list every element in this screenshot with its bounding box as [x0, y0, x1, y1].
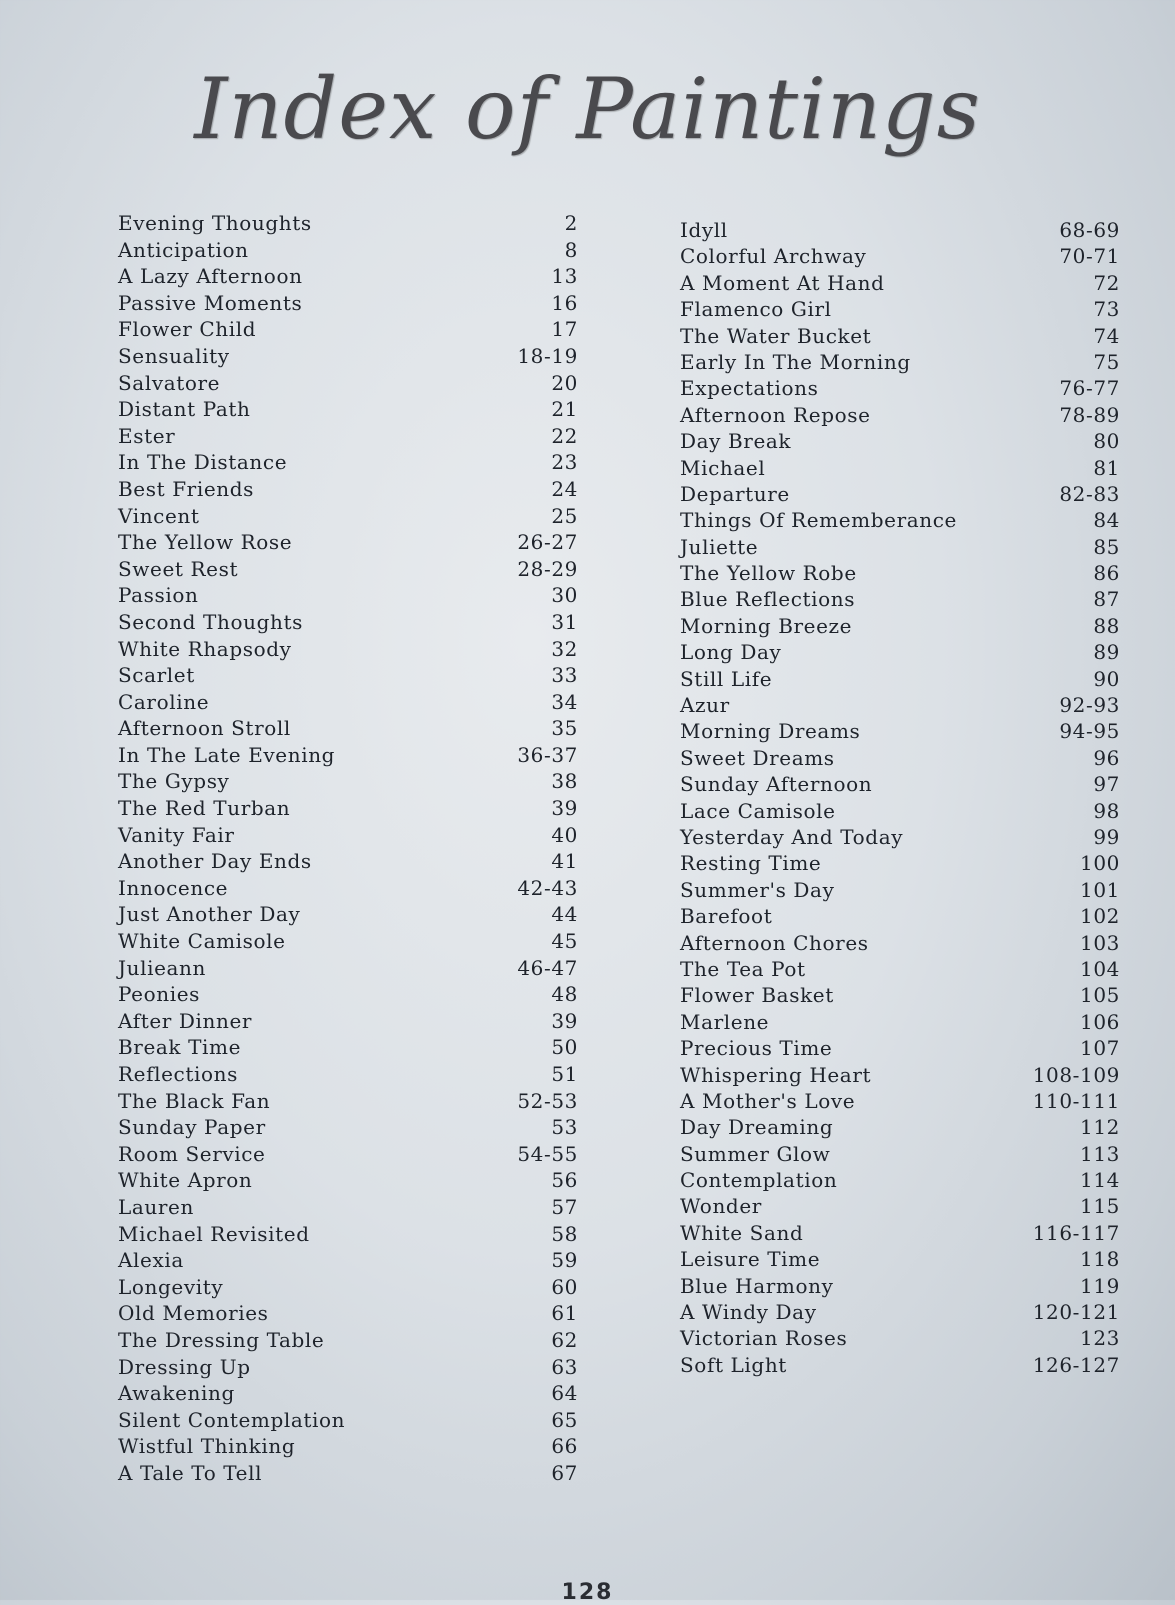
painting-title: Soft Light [680, 1352, 787, 1377]
index-entry [680, 1062, 1120, 1088]
index-entry [680, 560, 1120, 586]
painting-title: The Dressing Table [118, 1327, 325, 1352]
painting-title: A Lazy Afternoon [118, 264, 303, 289]
page-reference: 80 [1093, 429, 1120, 454]
page-reference: 33 [551, 663, 578, 688]
painting-title: The Black Fan [118, 1088, 271, 1113]
index-entry [680, 613, 1120, 639]
page-reference: 17 [551, 317, 578, 342]
page-reference: 30 [551, 583, 578, 608]
painting-title: The Yellow Rose [118, 530, 293, 555]
painting-title: The Gypsy [118, 769, 230, 794]
painting-title: Azur [680, 693, 730, 718]
painting-title: Room Service [118, 1141, 266, 1166]
index-entry [118, 1460, 578, 1487]
index-entry [680, 402, 1120, 428]
painting-title: Reflections [118, 1062, 238, 1086]
index-entry [680, 1009, 1120, 1035]
index-entry [118, 689, 578, 716]
index-entry [680, 639, 1120, 665]
painting-title: Colorful Archway [680, 244, 867, 269]
page-reference: 76-77 [1059, 376, 1120, 401]
painting-title: Day Break [680, 429, 792, 454]
index-entry [680, 930, 1120, 956]
page-reference: 24 [551, 476, 578, 501]
page-reference: 101 [1080, 877, 1120, 902]
painting-title: Wistful Thinking [118, 1434, 296, 1459]
page-reference: 21 [551, 397, 578, 422]
painting-title: Lauren [118, 1194, 194, 1219]
index-entry [680, 798, 1120, 824]
painting-title: A Tale To Tell [118, 1460, 263, 1485]
painting-title: Leisure Time [680, 1247, 821, 1272]
page-reference: 106 [1080, 1009, 1120, 1034]
page-reference: 103 [1080, 930, 1120, 955]
page-reference: 61 [551, 1301, 578, 1326]
painting-title: Flower Child [118, 317, 257, 342]
painting-title: Contemplation [680, 1168, 838, 1193]
page-reference: 48 [551, 982, 578, 1007]
index-entry [118, 768, 578, 795]
page-reference: 54-55 [517, 1141, 578, 1166]
index-entry [118, 529, 578, 556]
page-reference: 118 [1080, 1247, 1120, 1272]
painting-title: Vanity Fair [118, 822, 235, 847]
index-entry [118, 1167, 578, 1194]
index-entry [118, 449, 578, 476]
painting-title: Sweet Dreams [680, 745, 835, 770]
painting-title: Innocence [118, 875, 229, 900]
page-reference: 94-95 [1059, 719, 1120, 744]
index-entry [680, 428, 1120, 454]
page-reference: 51 [551, 1062, 578, 1086]
page-reference: 96 [1093, 745, 1120, 770]
painting-title: A Windy Day [680, 1300, 817, 1325]
painting-title: Departure [680, 481, 790, 506]
page-reference: 92-93 [1059, 693, 1120, 718]
painting-title: Lace Camisole [680, 798, 836, 823]
index-entry [118, 822, 578, 849]
page-reference: 123 [1080, 1326, 1120, 1351]
page-reference: 13 [551, 264, 578, 289]
page-reference: 16 [551, 290, 578, 315]
index-entry [680, 745, 1120, 771]
page-reference: 53 [551, 1115, 578, 1140]
painting-title: Resting Time [680, 851, 822, 876]
page-reference: 36-37 [517, 742, 578, 767]
index-entry [118, 848, 578, 875]
page-reference: 28-29 [517, 556, 578, 581]
index-entry [118, 1034, 578, 1061]
page-reference: 67 [551, 1460, 578, 1485]
index-entry [118, 715, 578, 742]
page-reference: 40 [551, 822, 578, 847]
painting-title: Another Day Ends [118, 849, 312, 874]
page-reference: 34 [551, 689, 578, 714]
index-entry [680, 982, 1120, 1008]
painting-title: Still Life [680, 666, 773, 691]
page-reference: 113 [1080, 1141, 1120, 1166]
index-entry [118, 609, 578, 636]
index-entry [118, 1327, 578, 1354]
page-reference: 26-27 [517, 530, 578, 555]
index-entry [118, 290, 578, 317]
painting-title: The Tea Pot [680, 956, 806, 981]
page-reference: 25 [551, 503, 578, 528]
index-entry [118, 1221, 578, 1248]
page-reference: 73 [1093, 297, 1120, 322]
index-entry [118, 1061, 578, 1088]
painting-title: Morning Dreams [680, 719, 861, 744]
index-entry [680, 270, 1120, 296]
painting-title: Afternoon Repose [680, 402, 871, 427]
page-reference: 52-53 [517, 1088, 578, 1113]
page-reference: 82-83 [1059, 481, 1120, 506]
index-entry [118, 1088, 578, 1115]
index-entry [118, 503, 578, 530]
painting-title: Early In The Morning [680, 349, 911, 374]
painting-title: Break Time [118, 1035, 242, 1060]
page-reference: 97 [1093, 772, 1120, 797]
painting-title: Dressing Up [118, 1354, 251, 1379]
index-entry [680, 718, 1120, 744]
painting-title: Awakening [118, 1381, 235, 1406]
painting-title: Vincent [118, 503, 200, 528]
painting-title: Things Of Rememberance [680, 508, 957, 533]
page-reference: 120-121 [1032, 1300, 1120, 1325]
painting-title: Victorian Roses [680, 1326, 848, 1351]
painting-title: Julieann [118, 955, 207, 980]
page-reference: 57 [551, 1194, 578, 1219]
page-reference: 35 [551, 716, 578, 741]
painting-title: White Apron [118, 1168, 253, 1193]
page-reference: 85 [1093, 534, 1120, 559]
page-reference: 20 [551, 370, 578, 395]
painting-title: Summer's Day [680, 877, 835, 902]
page-reference: 81 [1093, 455, 1120, 480]
index-entry [118, 263, 578, 290]
painting-title: A Moment At Hand [680, 270, 885, 295]
painting-title: A Mother's Love [680, 1088, 856, 1113]
page-number: 128 [561, 1580, 614, 1605]
page-reference: 115 [1080, 1194, 1120, 1219]
painting-title: Afternoon Stroll [118, 716, 291, 741]
page-reference: 100 [1080, 851, 1120, 876]
painting-title: Long Day [680, 640, 782, 665]
index-entry [680, 1325, 1120, 1351]
index-entry [680, 666, 1120, 692]
painting-title: Old Memories [118, 1301, 269, 1326]
page-reference: 2 [564, 211, 578, 235]
page-reference: 84 [1093, 508, 1120, 533]
page-reference: 50 [551, 1035, 578, 1060]
painting-title: Caroline [118, 689, 210, 714]
index-entry [680, 1299, 1120, 1325]
page-reference: 42-43 [517, 875, 578, 900]
painting-title: Barefoot [680, 904, 773, 929]
painting-title: Anticipation [118, 237, 249, 262]
page-reference: 59 [551, 1248, 578, 1273]
page-reference: 126-127 [1032, 1352, 1120, 1377]
page-reference: 89 [1093, 640, 1120, 665]
index-entry [118, 1300, 578, 1327]
index-entry [118, 1114, 578, 1141]
painting-title: Precious Time [680, 1036, 833, 1061]
index-entry [118, 1433, 578, 1460]
index-entry [680, 243, 1120, 269]
page-reference: 104 [1080, 956, 1120, 981]
painting-title: The Red Turban [118, 796, 291, 821]
painting-title: Michael [680, 455, 766, 480]
index-entry [680, 1141, 1120, 1167]
page-reference: 22 [551, 423, 578, 448]
painting-title: White Rhapsody [118, 636, 292, 661]
page-reference: 60 [551, 1274, 578, 1299]
index-entry [118, 210, 578, 237]
index-entry [680, 1193, 1120, 1219]
painting-title: Marlene [680, 1009, 770, 1034]
page-reference: 65 [551, 1407, 578, 1432]
index-entry [118, 370, 578, 397]
index-entry [680, 1273, 1120, 1299]
index-entry [680, 586, 1120, 612]
page-reference: 78-89 [1059, 402, 1120, 427]
index-entry [680, 877, 1120, 903]
index-entry [680, 1114, 1120, 1140]
painting-title: Day Dreaming [680, 1115, 834, 1140]
index-entry [118, 981, 578, 1008]
index-entry [118, 742, 578, 769]
index-entry [118, 476, 578, 503]
index-entry [680, 534, 1120, 560]
index-entry [118, 901, 578, 928]
painting-title: After Dinner [118, 1008, 253, 1033]
index-entry [680, 1035, 1120, 1061]
painting-title: Afternoon Chores [680, 930, 869, 955]
page-reference: 31 [551, 609, 578, 634]
painting-title: Sunday Paper [118, 1115, 266, 1140]
index-column-right [680, 217, 1120, 1378]
painting-title: Evening Thoughts [118, 211, 312, 235]
page-reference: 112 [1080, 1115, 1120, 1140]
painting-title: Michael Revisited [118, 1221, 310, 1246]
painting-title: Passive Moments [118, 290, 303, 315]
painting-title: Flamenco Girl [680, 297, 832, 322]
painting-title: Juliette [680, 534, 759, 559]
page-reference: 44 [551, 902, 578, 927]
page-reference: 98 [1093, 798, 1120, 823]
index-entry [680, 903, 1120, 929]
page-reference: 23 [551, 450, 578, 475]
index-entry [118, 1194, 578, 1221]
page-reference: 114 [1080, 1168, 1120, 1193]
page-reference: 74 [1093, 323, 1120, 348]
index-entry [118, 1274, 578, 1301]
page-reference: 58 [551, 1221, 578, 1246]
index-entry [118, 955, 578, 982]
painting-title: Flower Basket [680, 983, 834, 1008]
index-entry [680, 375, 1120, 401]
page-reference: 63 [551, 1354, 578, 1379]
painting-title: The Yellow Robe [680, 561, 857, 586]
painting-title: Idyll [680, 218, 728, 242]
index-entry [118, 396, 578, 423]
painting-title: In The Distance [118, 450, 288, 475]
index-entry [680, 296, 1120, 322]
page-reference: 66 [551, 1434, 578, 1459]
page-reference: 41 [551, 849, 578, 874]
page-reference: 86 [1093, 561, 1120, 586]
index-entry [118, 1247, 578, 1274]
page-reference: 105 [1080, 983, 1120, 1008]
painting-title: Silent Contemplation [118, 1407, 346, 1432]
painting-title: Expectations [680, 376, 819, 401]
index-entry [680, 455, 1120, 481]
page-title: Index of Paintings [194, 60, 981, 158]
page-reference: 102 [1080, 904, 1120, 929]
painting-title: Salvatore [118, 370, 221, 395]
painting-title: White Camisole [118, 929, 286, 954]
index-entry [680, 1246, 1120, 1272]
index-entry [680, 481, 1120, 507]
page-reference: 32 [551, 636, 578, 661]
painting-title: Blue Reflections [680, 587, 856, 612]
index-entry [680, 323, 1120, 349]
index-entry [118, 875, 578, 902]
index-entry [680, 1167, 1120, 1193]
painting-title: In The Late Evening [118, 742, 336, 767]
index-entry [118, 343, 578, 370]
painting-title: Sweet Rest [118, 556, 239, 581]
painting-title: Blue Harmony [680, 1273, 834, 1298]
painting-title: Summer Glow [680, 1141, 831, 1166]
index-entry [680, 507, 1120, 533]
index-entry [118, 1008, 578, 1035]
index-entry [118, 928, 578, 955]
page-reference: 75 [1093, 349, 1120, 374]
index-entry [680, 771, 1120, 797]
page-reference: 38 [551, 769, 578, 794]
painting-title: Scarlet [118, 663, 195, 688]
index-entry [118, 423, 578, 450]
painting-title: Passion [118, 583, 199, 608]
index-column-left [118, 210, 578, 1487]
index-entry [680, 1088, 1120, 1114]
index-entry [118, 1141, 578, 1168]
page-reference: 99 [1093, 824, 1120, 849]
painting-title: Whispering Heart [680, 1062, 872, 1087]
painting-title: Longevity [118, 1274, 224, 1299]
index-entry [118, 1380, 578, 1407]
page-reference: 116-117 [1032, 1220, 1120, 1245]
page-reference: 62 [551, 1327, 578, 1352]
painting-title: Ester [118, 423, 176, 448]
page-reference: 8 [564, 237, 578, 262]
index-entry [680, 217, 1120, 243]
page-reference: 90 [1093, 666, 1120, 691]
page-reference: 110-111 [1032, 1088, 1120, 1113]
painting-title: Yesterday And Today [680, 824, 904, 849]
index-entry [680, 1220, 1120, 1246]
painting-title: Sunday Afternoon [680, 772, 873, 797]
page-reference: 46-47 [517, 955, 578, 980]
index-entry [118, 1407, 578, 1434]
page-reference: 108-109 [1032, 1062, 1120, 1087]
page-reference: 64 [551, 1381, 578, 1406]
page-reference: 87 [1093, 587, 1120, 612]
painting-title: Morning Breeze [680, 613, 853, 638]
page-reference: 68-69 [1059, 218, 1120, 242]
index-entry [680, 692, 1120, 718]
painting-title: Distant Path [118, 397, 251, 422]
index-entry [680, 1352, 1120, 1378]
page-reference: 45 [551, 929, 578, 954]
page-reference: 56 [551, 1168, 578, 1193]
painting-title: Peonies [118, 982, 201, 1007]
painting-title: Alexia [118, 1248, 184, 1273]
painting-title: White Sand [680, 1220, 804, 1245]
page-reference: 70-71 [1059, 244, 1120, 269]
index-entry [118, 795, 578, 822]
painting-title: Sensuality [118, 343, 230, 368]
page-reference: 18-19 [517, 343, 578, 368]
page-reference: 88 [1093, 613, 1120, 638]
painting-title: The Water Bucket [680, 323, 872, 348]
page-reference: 39 [551, 1008, 578, 1033]
index-entry [680, 349, 1120, 375]
index-entry [118, 636, 578, 663]
page-reference: 119 [1080, 1273, 1120, 1298]
painting-title: Wonder [680, 1194, 762, 1219]
index-entry [680, 824, 1120, 850]
index-entry [680, 850, 1120, 876]
index-entry [118, 1354, 578, 1381]
page-reference: 72 [1093, 270, 1120, 295]
index-entry [118, 582, 578, 609]
index-entry [118, 237, 578, 264]
index-entry [680, 956, 1120, 982]
index-entry [118, 316, 578, 343]
page-reference: 39 [551, 796, 578, 821]
painting-title: Best Friends [118, 476, 255, 501]
index-entry [118, 556, 578, 583]
index-entry [118, 662, 578, 689]
painting-title: Just Another Day [118, 902, 301, 927]
painting-title: Second Thoughts [118, 609, 303, 634]
page-reference: 107 [1080, 1036, 1120, 1061]
